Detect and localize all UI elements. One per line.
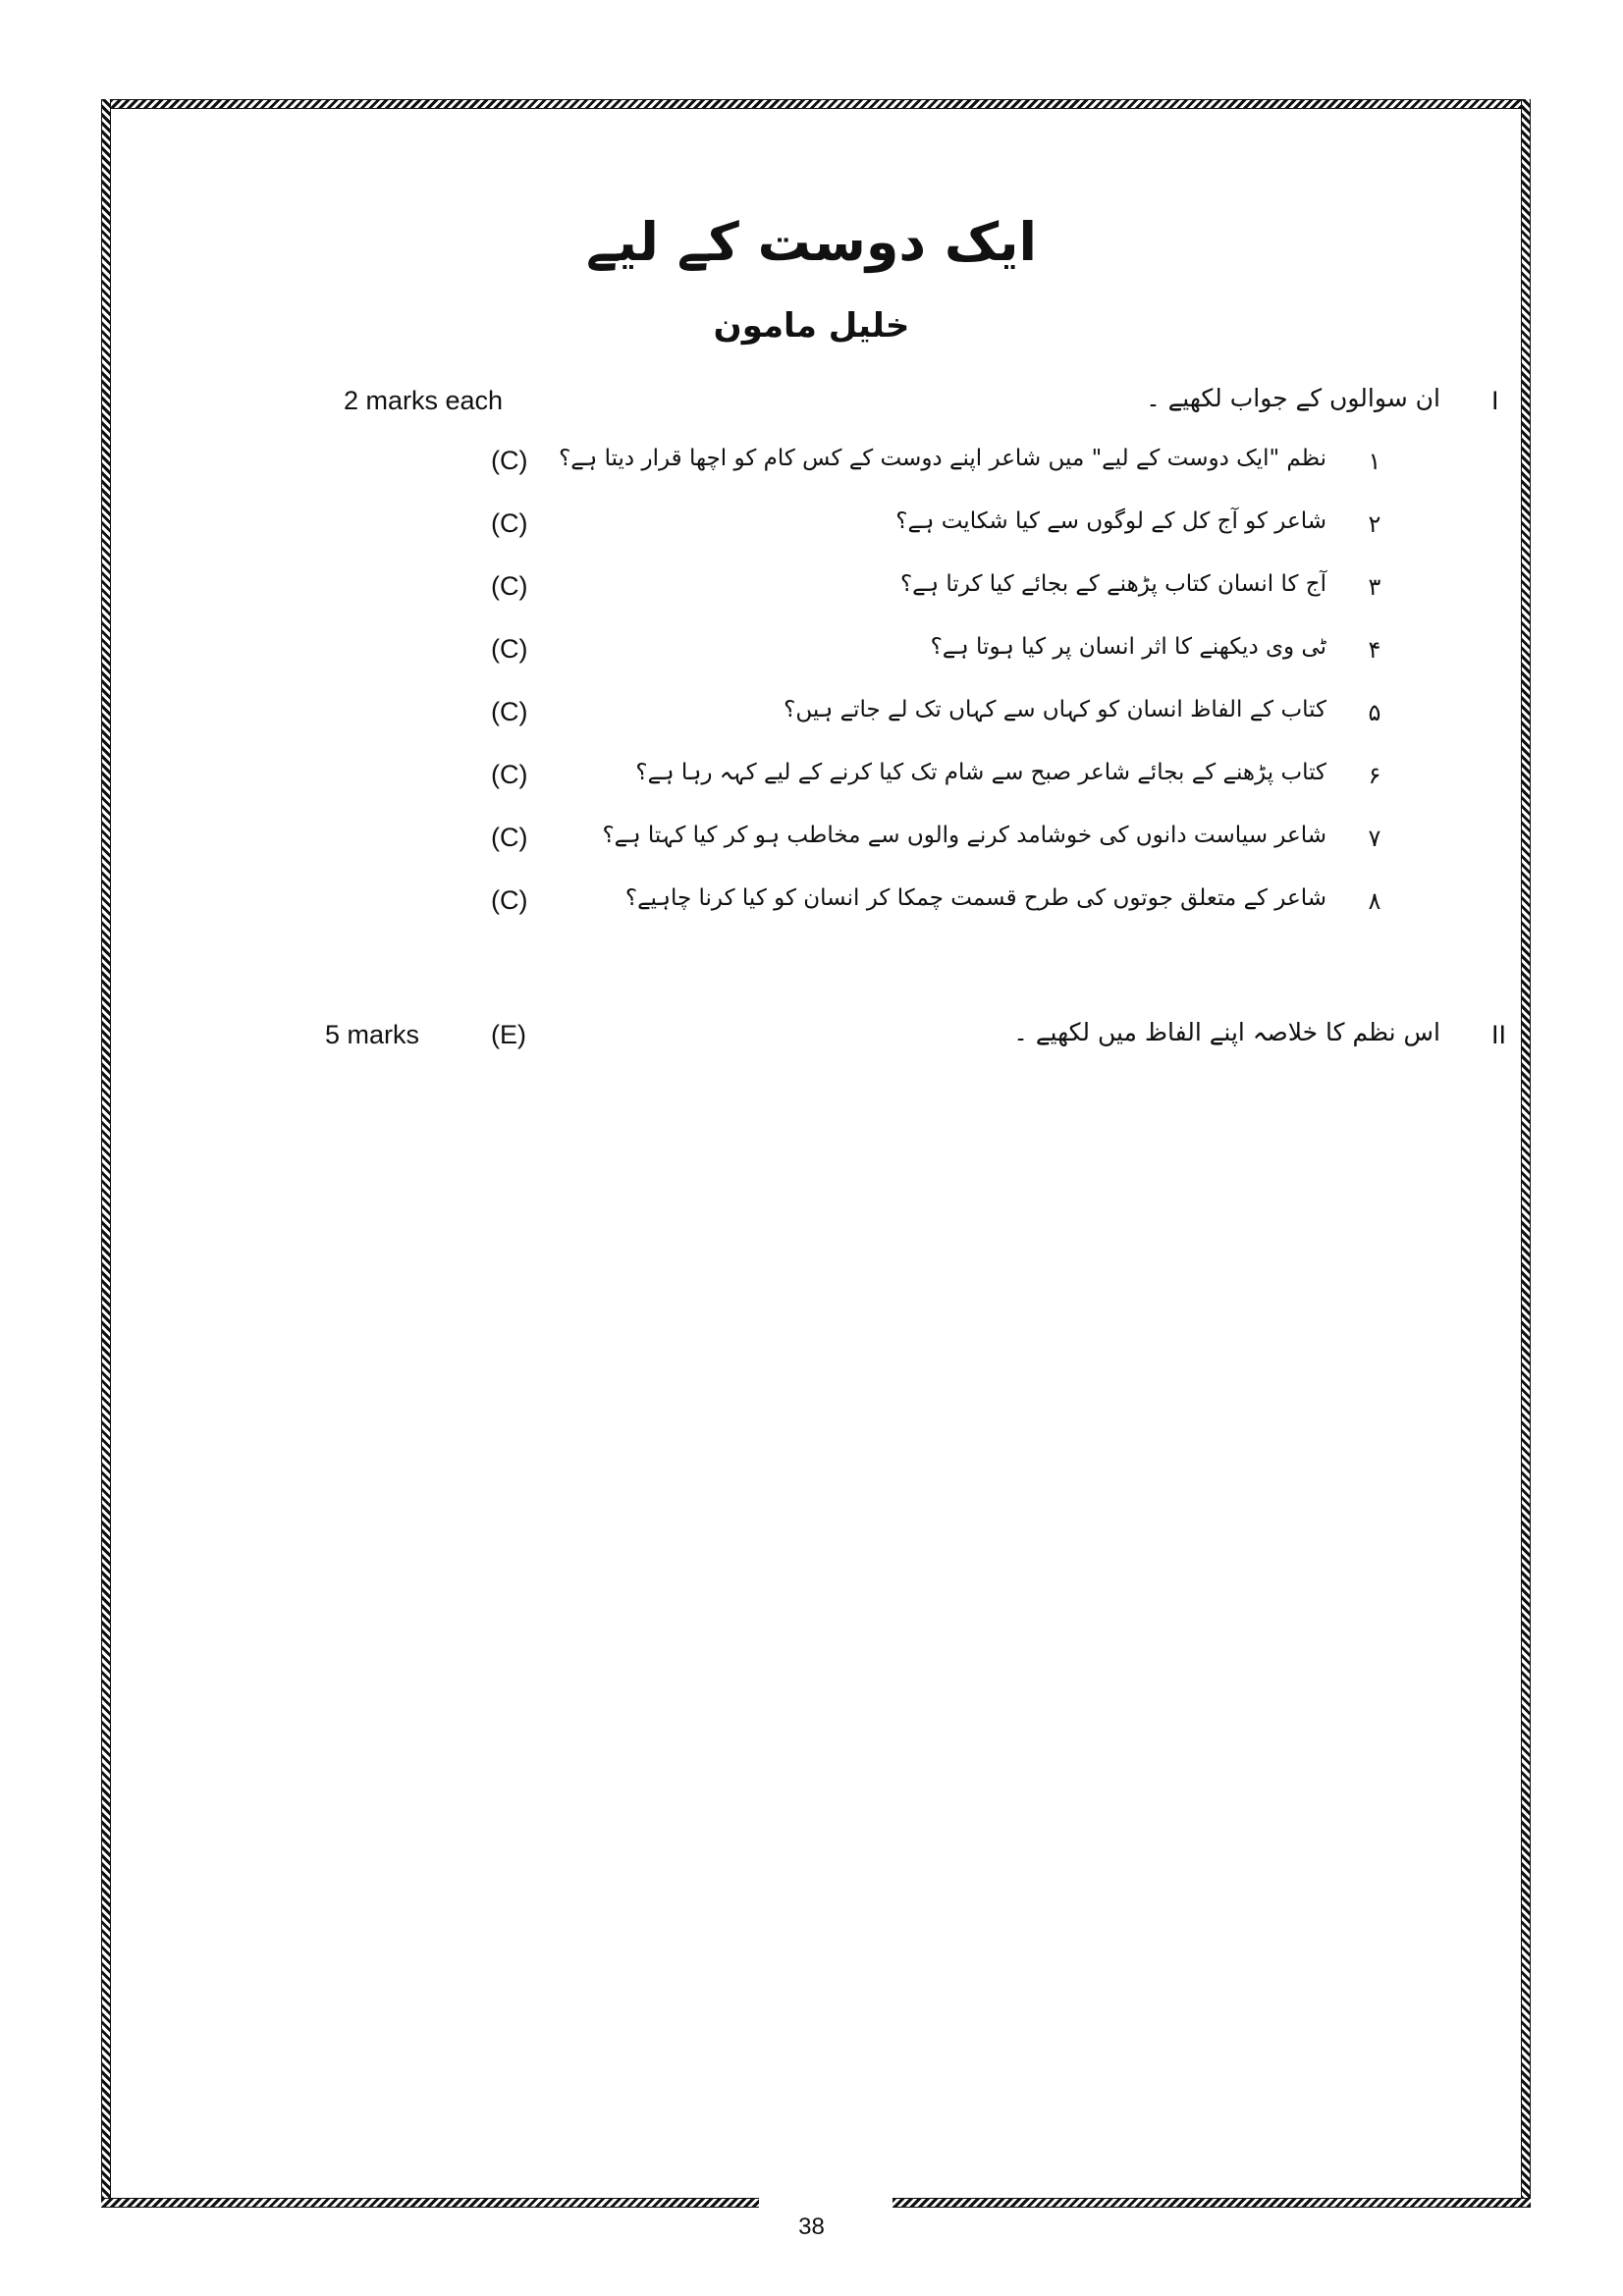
question-tag: (C) bbox=[491, 823, 528, 852]
question-text: شاعر کو آج کل کے لوگوں سے کیا شکایت ہے؟ bbox=[895, 508, 1326, 534]
section-1-marks: 2 marks each bbox=[344, 386, 504, 415]
section-2-marks: 5 marks bbox=[325, 1020, 420, 1049]
question-text: آج کا انسان کتاب پڑھنے کے بجائے کیا کرتا ہے؟ bbox=[899, 571, 1326, 597]
question-row bbox=[0, 695, 1623, 734]
question-number: ۱ bbox=[1368, 448, 1381, 475]
question-number: ۸ bbox=[1368, 887, 1381, 915]
question-row bbox=[0, 758, 1623, 797]
question-tag: (C) bbox=[491, 697, 528, 726]
section-1-heading: ان سوالوں کے جواب لکھیے ۔ bbox=[1146, 384, 1440, 412]
question-number: ۴ bbox=[1368, 636, 1381, 664]
question-text: شاعر سیاست دانوں کی خوشامد کرنے والوں سے مخاطب ہو کر کیا کہتا ہے؟ bbox=[602, 823, 1326, 848]
page-title: ایک دوست کے لیے bbox=[585, 211, 1038, 273]
border-bottom-left bbox=[101, 2198, 759, 2208]
border-bottom-right bbox=[893, 2198, 1531, 2208]
section-2-numeral: II bbox=[1491, 1020, 1507, 1049]
section-2-tag: (E) bbox=[491, 1020, 526, 1049]
question-tag: (C) bbox=[491, 571, 528, 601]
question-text: ٹی وی دیکھنے کا اثر انسان پر کیا ہوتا ہے؟ bbox=[930, 634, 1326, 660]
question-tag: (C) bbox=[491, 446, 528, 475]
question-row bbox=[0, 632, 1623, 671]
question-tag: (C) bbox=[491, 885, 528, 915]
border-top bbox=[101, 99, 1531, 109]
question-row bbox=[0, 569, 1623, 609]
border-right bbox=[1521, 99, 1531, 2208]
question-tag: (C) bbox=[491, 508, 528, 538]
question-row bbox=[0, 507, 1623, 546]
question-text: نظم "ایک دوست کے لیے" میں شاعر اپنے دوست کے کس کام کو اچھا قرار دیتا ہے؟ bbox=[559, 446, 1326, 471]
section-1-numeral: I bbox=[1491, 386, 1499, 415]
section-2-heading: اس نظم کا خلاصہ اپنے الفاظ میں لکھیے ۔ bbox=[1013, 1018, 1440, 1046]
question-number: ۵ bbox=[1368, 699, 1381, 726]
question-tag: (C) bbox=[491, 634, 528, 664]
page-number: 38 bbox=[798, 2214, 825, 2240]
question-number: ۶ bbox=[1368, 762, 1381, 789]
question-tag: (C) bbox=[491, 760, 528, 789]
question-row bbox=[0, 444, 1623, 483]
question-row bbox=[0, 821, 1623, 860]
author-name: خلیل مامون bbox=[713, 306, 910, 346]
page-border bbox=[101, 99, 1531, 2208]
question-row bbox=[0, 883, 1623, 923]
question-text: کتاب کے الفاظ انسان کو کہاں سے کہاں تک لے جاتے ہیں؟ bbox=[784, 697, 1326, 722]
question-number: ۲ bbox=[1368, 510, 1381, 538]
question-number: ۳ bbox=[1368, 573, 1381, 601]
question-text: شاعر کے متعلق جوتوں کی طرح قسمت چمکا کر انسان کو کیا کرنا چاہیے؟ bbox=[624, 885, 1326, 911]
question-text: کتاب پڑھنے کے بجائے شاعر صبح سے شام تک کیا کرنے کے لیے کہہ رہا ہے؟ bbox=[635, 760, 1326, 785]
question-number: ۷ bbox=[1368, 825, 1381, 852]
border-left bbox=[101, 99, 111, 2208]
